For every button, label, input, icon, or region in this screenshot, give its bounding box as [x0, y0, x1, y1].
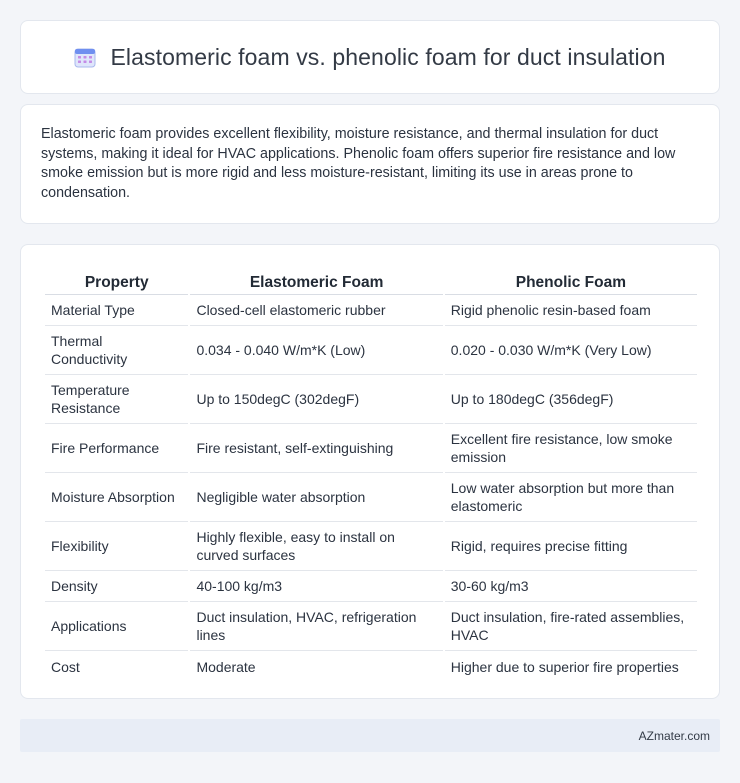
phenolic-cell: Excellent fire resistance, low smoke emission: [445, 424, 697, 473]
footer: [20, 719, 720, 752]
elastomeric-cell: Fire resistant, self-extinguishing: [190, 424, 442, 473]
phenolic-cell: 0.020 - 0.030 W/m*K (Very Low): [445, 326, 697, 375]
phenolic-cell: Low water absorption but more than elastomeric: [445, 473, 697, 522]
property-cell: Flexibility: [45, 522, 188, 571]
property-cell: Temperature Resistance: [45, 375, 188, 424]
property-cell: Cost: [51, 658, 80, 675]
table-row: [45, 375, 697, 424]
property-cell: Applications: [45, 602, 188, 651]
comparison-card: [20, 244, 720, 699]
phenolic-cell: Rigid, requires precise fitting: [445, 522, 697, 571]
property-cell: Moisture Absorption: [45, 473, 188, 522]
table-row: [45, 424, 697, 473]
phenolic-cell: Up to 180degC (356degF): [445, 375, 697, 424]
property-cell: Material Type: [45, 295, 188, 326]
table-row: [45, 522, 697, 571]
elastomeric-cell: 40-100 kg/m3: [190, 571, 442, 602]
table-row: [45, 295, 697, 326]
summary-text: Elastomeric foam provides excellent flexibility, moisture resistance, and thermal insulation for duct systems, making it ideal for HVAC applications. Phenolic foam offers superior fire resistance and low smoke emission but is more rigid and less moisture-resistant, limiting its use in areas prone to condensation.: [41, 126, 676, 201]
property-cell: Density: [45, 571, 188, 602]
phenolic-cell: Rigid phenolic resin-based foam: [445, 295, 697, 326]
column-header-property: Property: [45, 265, 188, 295]
footer-brand[interactable]: AZmater.com: [638, 728, 710, 743]
property-cell: Fire Performance: [45, 424, 188, 473]
elastomeric-cell: 0.034 - 0.040 W/m*K (Low): [190, 326, 442, 375]
column-header-phenolic: Phenolic Foam: [445, 265, 697, 295]
comparison-table: [43, 265, 699, 682]
table-row: [45, 571, 697, 602]
elastomeric-cell: Highly flexible, easy to install on curved surfaces: [190, 522, 442, 571]
summary-card: [20, 104, 720, 224]
phenolic-cell: Higher due to superior fire properties: [450, 658, 679, 675]
elastomeric-cell: Negligible water absorption: [190, 473, 442, 522]
table-row: [45, 602, 697, 651]
table-row: [45, 326, 697, 375]
property-cell: Thermal Conductivity: [45, 326, 188, 375]
elastomeric-cell: Duct insulation, HVAC, refrigeration lines: [190, 602, 442, 651]
elastomeric-cell: Up to 150degC (302degF): [190, 375, 442, 424]
elastomeric-cell: Closed-cell elastomeric rubber: [190, 295, 442, 326]
column-header-elastomeric: Elastomeric Foam: [190, 265, 442, 295]
calendar-icon: [74, 46, 96, 68]
table-row: [45, 473, 697, 522]
table-header-row: [45, 265, 697, 295]
page-title: Elastomeric foam vs. phenolic foam for duct insulation: [110, 43, 666, 70]
phenolic-cell: Duct insulation, fire-rated assemblies, HVAC: [445, 602, 697, 651]
table-row: [45, 651, 697, 682]
elastomeric-cell: Moderate: [196, 658, 256, 675]
title-card: [20, 20, 720, 94]
phenolic-cell: 30-60 kg/m3: [445, 571, 697, 602]
